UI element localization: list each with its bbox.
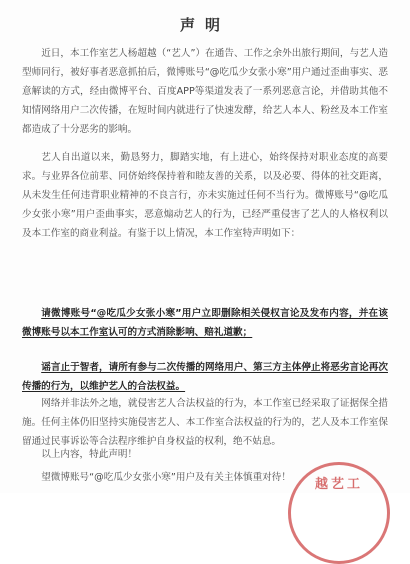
paragraph-demand-stop-spread: 谣言止于智者，请所有参与二次传播的网络用户、第三方主体停止将恶劣言论再次传播的行为，以维护艺人的合法权益。 (22, 362, 388, 392)
paragraph-artist-conduct: 艺人自出道以来，勤恳努力，脚踏实地，有上进心，始终保持对职业态度的高要求。与业界各位前辈、同侪始终保持着和睦友善的关系，以及必要、得体的社交距离，从未发生任何违背职业精神的不良言行，亦未实施过任何不当行为。微博账号“@吃瓜少女张小寒”用户歪曲事实，恶意煽动艺人的行为，已经严重侵害了艺人的人格权利以及本工作室的商业利益。有鉴于以上情况，本工作室特声明如下： (22, 152, 388, 239)
paragraph-legal-notice: 网络并非法外之地，就侵害艺人合法权益的行为，本工作室已经采取了证据保全措施。任何主体仍旧坚持实施侵害艺人、本工作室合法权益的行为的，艺人及本工作室保留通过民事诉讼等合法程序维护自身权益的权利，绝不姑息。 (22, 398, 388, 447)
paragraph-demand-delete: 请微博账号“@吃瓜少女张小寒”用户立即删除相关侵权言论及发布内容，并在该微博账号以本工作室认可的方式消除影响、赔礼道歉； (22, 308, 388, 338)
studio-seal-stamp (288, 462, 390, 564)
paragraph-warning: 望微博账号“@吃瓜少女张小寒”用户及有关主体慎重对待！ (41, 472, 291, 483)
paragraph-closing: 以上内容，特此声明！ (41, 449, 138, 460)
paragraph-incident: 近日，本工作室艺人杨超越（“艺人”）在通告、工作之余外出旅行期间，与艺人造型师同行，被好事者恶意抓拍后，微博账号“@吃瓜少女张小寒”用户通过歪曲事实、恶意解读的方式，经由微博平台、百度APP等渠道发表了一系列恶意言论，并借助其他不知情网络用户二次传播，在短时间内就进行了快速发酵，给艺人本人、粉丝及本工作室都造成了十分恶劣的影响。 (22, 48, 388, 135)
document-title: 声明 (179, 16, 230, 34)
seal-text: 越艺工 (314, 477, 363, 492)
